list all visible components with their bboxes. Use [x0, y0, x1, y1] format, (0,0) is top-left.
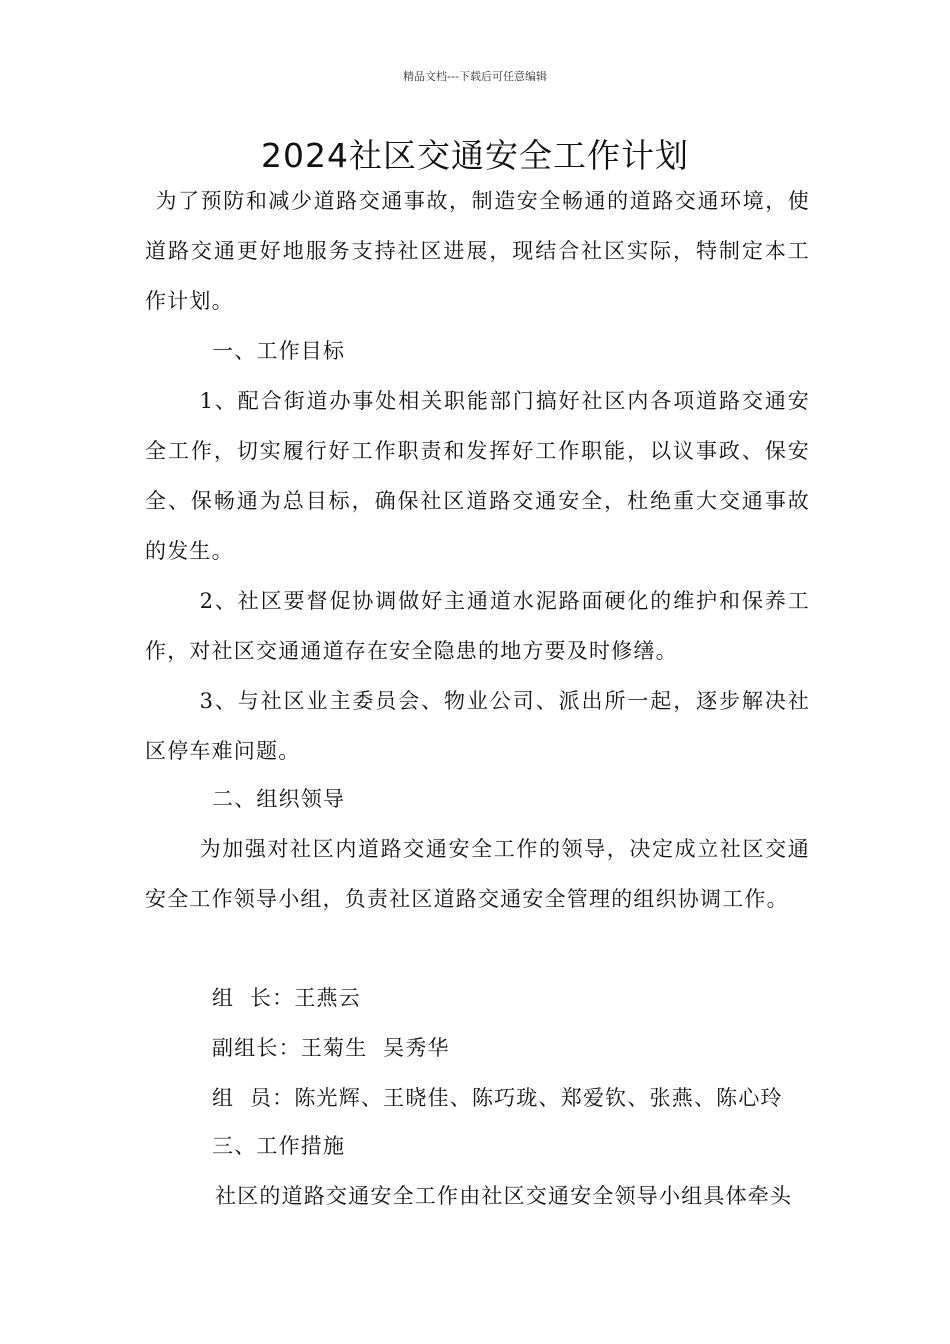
section-heading-measures: 三、工作措施: [212, 1134, 346, 1158]
intro-paragraph: 为了预防和减少道路交通事故，制造安全畅通的道路交通环境，使道路交通更好地服务支持社区进展，现结合社区实际，特制定本工作计划。: [145, 189, 810, 313]
group-leader: 组 长：王燕云: [212, 986, 361, 1010]
section-heading-goals: 一、工作目标: [212, 339, 346, 363]
measures-paragraph: 社区的道路交通安全工作由社区交通安全领导小组具体牵头: [215, 1184, 793, 1208]
section-heading-organization: 二、组织领导: [212, 787, 346, 811]
document-title: 2024社区交通安全工作计划: [261, 136, 689, 175]
page-header: 精品文档---下载后可任意编辑: [403, 70, 547, 83]
goal-item-3: 3、与社区业主委员会、物业公司、派出所一起，逐步解决社区停车难问题。: [145, 689, 810, 763]
goal-item-2: 2、社区要督促协调做好主通道水泥路面硬化的维护和保养工作，对社区交通通道存在安全隐患的地方要及时修缮。: [145, 589, 810, 663]
goal-item-1: 1、配合街道办事处相关职能部门搞好社区内各项道路交通安全工作，切实履行好工作职责和发挥好工作职能，以议事政、保安全、保畅通为总目标，确保社区道路交通安全，杜绝重大交通事故的发生。: [145, 389, 810, 563]
organization-paragraph: 为加强对社区内道路交通安全工作的领导，决定成立社区交通安全工作领导小组，负责社区道路交通安全管理的组织协调工作。: [145, 837, 810, 911]
group-members: 组 员：陈光辉、王晓佳、陈巧珑、郑爱钦、张燕、陈心玲: [212, 1086, 783, 1110]
deputy-leaders: 副组长：王菊生 吴秀华: [212, 1036, 450, 1060]
